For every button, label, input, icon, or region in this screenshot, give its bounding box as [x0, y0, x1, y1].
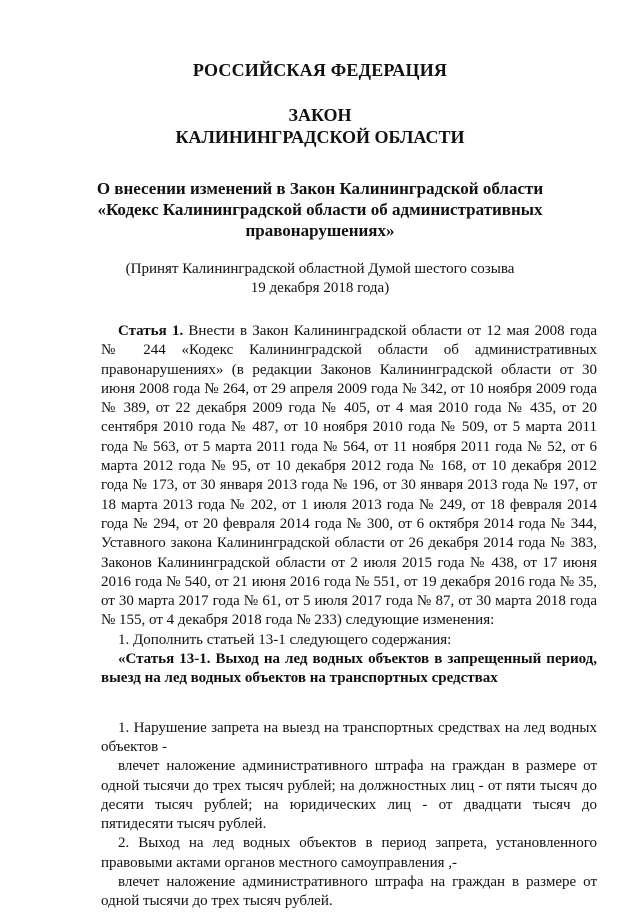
adoption-note-line-1: (Принят Калининградской областной Думой шестого созыва [125, 261, 515, 277]
law-title-line-3: правонарушениях» [245, 221, 395, 240]
spacer [101, 689, 597, 719]
clause-2: 2. Выход на лед водных объектов в период запрета, установленного правовыми актами органов местного самоуправления ,- [101, 835, 597, 871]
amendment-item-1: 1. Дополнить статьей 13-1 следующего содержания: [118, 631, 452, 648]
law-title-line-1: О внесении изменений в Закон Калининградской области [96, 179, 544, 198]
adoption-note-line-2: 19 декабря 2018 года) [250, 280, 390, 296]
law-heading [0, 104, 640, 148]
clause-1: 1. Нарушение запрета на выезд на транспортных средствах на лед водных объектов - [101, 719, 597, 755]
clause-2-penalty: влечет наложение административного штрафа на граждан в размере от одной тысячи до трех тысяч рублей. [101, 874, 597, 910]
clause-1-penalty: влечет наложение административного штрафа на граждан в размере от одной тысячи до трех тысяч рублей; на должностных лиц - от пяти тысяч до десяти тысяч рублей; на юридических лиц - от двадцати тысяч до пятидесяти тысяч рублей. [101, 758, 597, 833]
region-name: КАЛИНИНГРАДСКОЙ ОБЛАСТИ [175, 127, 465, 147]
article-1-label: Статья 1. [118, 323, 184, 339]
law-title-line-2: «Кодекс Калининградской области об административных [97, 200, 543, 219]
law-title [60, 178, 580, 241]
adoption-note [60, 260, 580, 298]
article-1-paragraph [101, 322, 597, 631]
country-heading: РОССИЙСКАЯ ФЕДЕРАЦИЯ [192, 60, 448, 80]
law-word: ЗАКОН [288, 105, 352, 125]
article-1-text: Внести в Закон Калининградской области от 12 мая 2008 года № 244 «Кодекс Калининградской области об административных правонарушениях» (в редакции Законов Калининградской области от 30 июня 2008 года № 264, от 29 апреля 2009 года № 342, от 10 ноября 2009 года № 389, от 22 декабря 2009 года № 405, от 4 мая 2010 года № 435, от 20 сентября 2010 года № 487, от 10 ноября 2010 года № 509, от 5 марта 2011 года № 563, от 5 марта 2011 года № 564, от 11 ноября 2011 года № 52, от 6 марта 2012 года № 95, от 10 декабря 2012 года № 168, от 10 декабря 2012 года № 173, от 30 января 2013 года № 196, от 30 января 2013 года № 197, от 18 марта 2013 года № 202, от 1 июля 2013 года № 249, от 18 февраля 2014 года № 294, от 20 февраля 2014 года № 300, от 6 октября 2014 года № 344, Уставного закона Калининградской области от 26 декабря 2014 года № 383, Законов Калининградской области от 2 июля 2015 года № 438, от 17 июня 2016 года № 540, от 21 июня 2016 года № 551, от 19 декабря 2016 года № 35, от 30 марта 2017 года № 61, от 5 июля 2017 года № 87, от 30 марта 2018 года № 155, от 4 декабря 2018 года № 233) следующие изменения: [101, 323, 597, 629]
new-article-heading: «Статья 13-1. Выход на лед водных объектов в запрещенный период, выезд на лед водных объектов на транспортных средствах [101, 651, 597, 687]
document-body [101, 322, 597, 912]
